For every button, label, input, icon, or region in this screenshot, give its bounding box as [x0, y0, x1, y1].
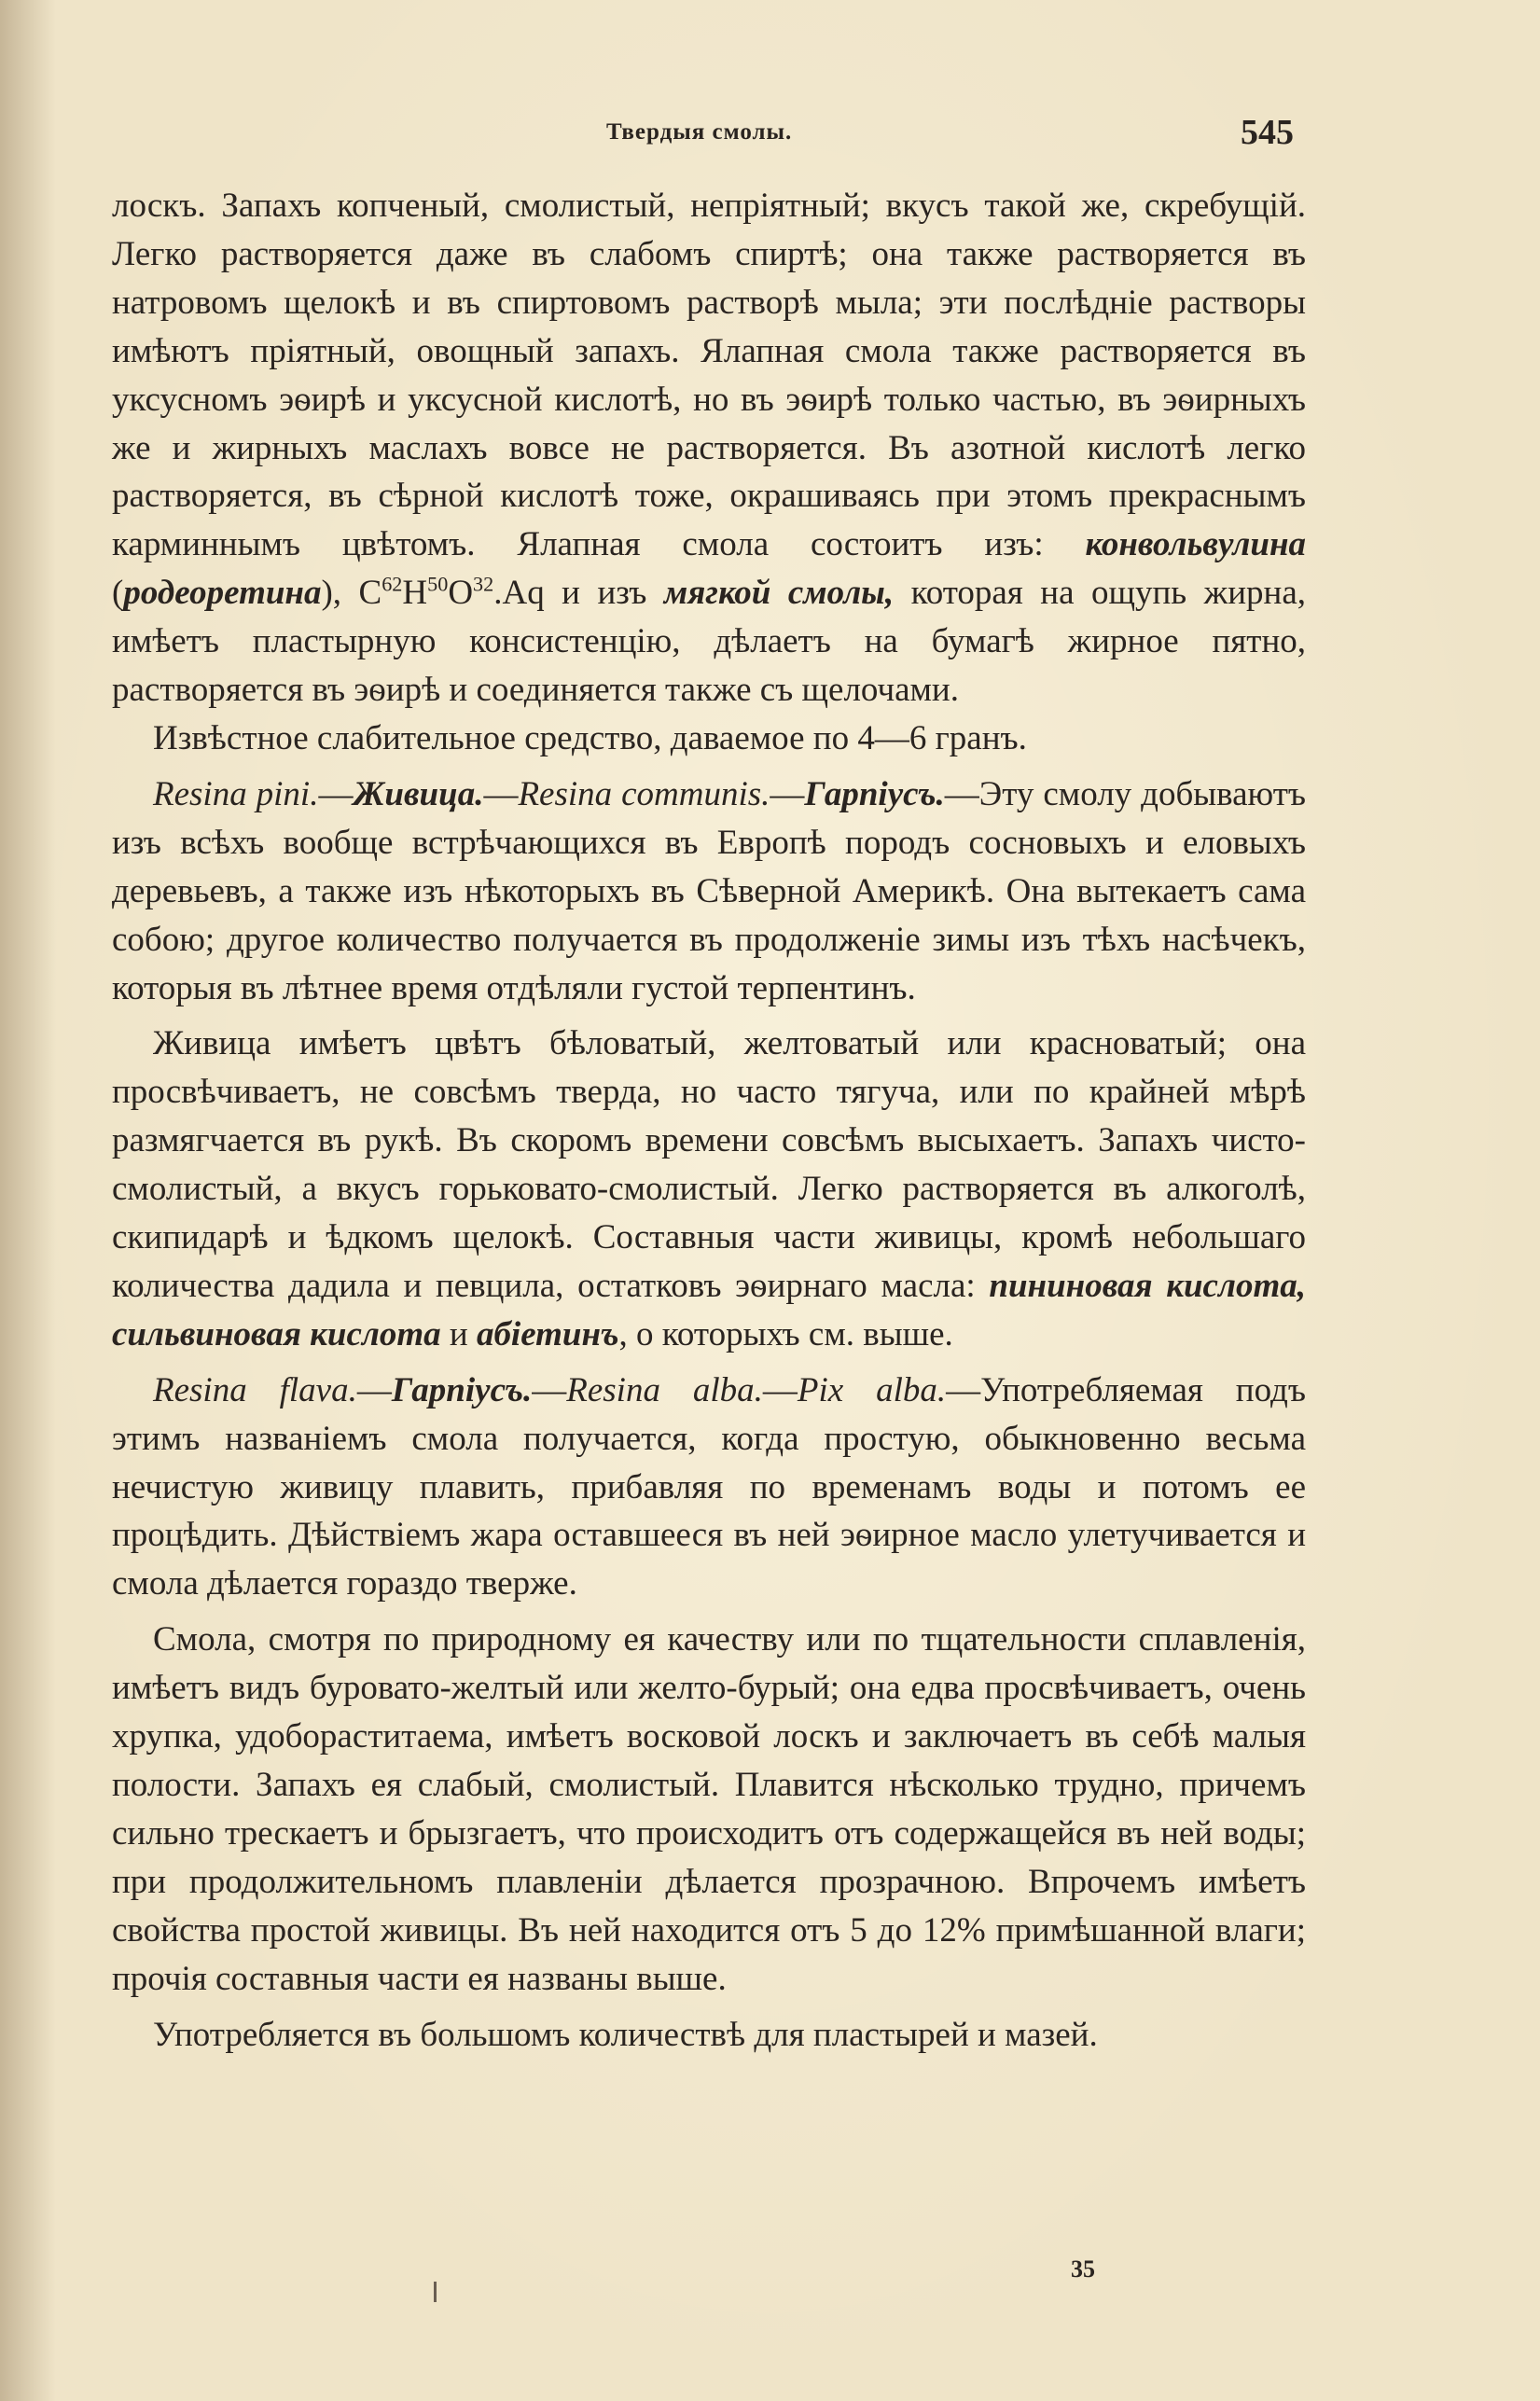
text-run: Смола, смотря по природному ея качеству или по тщательности сплавленія, имѣетъ видъ буровато-желтый или желто-бурый; она едва просвѣчиваетъ, очень хрупка, удобораститаема, имѣетъ восковой лоскъ и заключаетъ въ себѣ малыя полости. Запахъ ея слабый, смолистый. Плавится нѣсколько трудно, причемъ сильно трескаетъ и брызгаетъ, что происходитъ отъ содержащейся въ ней воды; при продолжительномъ плавленіи дѣлается прозрачною. Впрочемъ имѣетъ свойства простой живицы. Въ ней находится отъ 5 до 12% примѣшанной влаги; прочія составныя части ея названы выше. — [112, 1620, 1306, 1998]
text-run: — — [356, 1370, 392, 1409]
emphasis-term: конвольвулина — [1085, 525, 1306, 564]
text-run: ), C — [321, 574, 382, 613]
text-run: H — [402, 574, 428, 613]
paragraph — [112, 1616, 1306, 2003]
stray-ink-mark — [434, 2282, 437, 2302]
page-spine-shadow — [0, 0, 56, 2401]
text-run: Живица имѣетъ цвѣтъ бѣловатый, желтоватый или красноватый; она просвѣчиваетъ, не совсѣмъ тверда, но часто тягуча, или по крайней мѣрѣ размягчается въ рукѣ. Въ скоромъ времени совсѣмъ высыхаетъ. Запахъ чисто-смолистый, а вкусъ горьковато-смолистый. Легко растворяется въ алкоголѣ, скипидарѣ и ѣдкомъ щелокѣ. Составныя части живицы, кромѣ небольшаго количества дадила и певцила, остатковъ эѳирнаго масла: — [112, 1024, 1306, 1305]
text-run: —Употребляемая подъ этимъ названіемъ смола получается, когда простую, обыкновенно весьма нечистую живицу плавить, прибавляя по временамъ воды и потомъ ее процѣдить. Дѣйствіемъ жара оставшееся въ ней эѳирное масло улетучивается и смола дѣлается гораздо тверже. — [112, 1370, 1306, 1603]
text-run: — — [532, 1370, 567, 1409]
emphasis-term: мягкой смолы, — [663, 574, 895, 613]
text-run: —Эту смолу добываютъ изъ всѣхъ вообще встрѣчающихся въ Европѣ породъ сосновыхъ и еловыхъ деревьевъ, а также изъ нѣкоторыхъ въ Сѣверной Америкѣ. Она вытекаетъ сама собою; другое количество получается въ продолженіе зимы изъ тѣхъ насѣчекъ, которыя въ лѣтнее время отдѣляли густой терпентинъ. — [112, 774, 1306, 1007]
paragraph — [112, 715, 1306, 763]
text-run: Извѣстное слабительное средство, даваемое по 4—6 гранъ. — [153, 718, 1027, 757]
emphasis-term: Resina flava. — [153, 1370, 357, 1409]
emphasis-term: Resina alba. — [566, 1370, 763, 1409]
paragraph — [112, 770, 1306, 1013]
superscript: 62 — [382, 572, 403, 596]
page-header — [0, 112, 1540, 152]
paragraph — [112, 1367, 1306, 1609]
emphasis-term: Гарпіусъ. — [804, 774, 945, 813]
paragraph — [112, 2011, 1306, 2060]
text-run: ( — [112, 574, 124, 613]
emphasis-term: абіетинъ — [476, 1314, 619, 1353]
text-run: Употребляется въ большомъ количествѣ для пластырей и мазей. — [153, 2015, 1098, 2054]
emphasis-term: Resina communis. — [518, 774, 770, 813]
emphasis-term: Гарпіусъ. — [391, 1370, 533, 1409]
text-run: O — [448, 574, 474, 613]
text-run: — — [318, 774, 354, 813]
body-text — [112, 182, 1306, 2059]
page-number: 545 — [1241, 113, 1294, 152]
emphasis-term: Pix alba. — [797, 1370, 947, 1409]
running-title: Твердыя смолы. — [606, 119, 793, 145]
text-run: и — [440, 1314, 477, 1353]
emphasis-term: Живица. — [353, 774, 484, 813]
paragraph — [112, 1020, 1306, 1358]
superscript: 50 — [427, 572, 449, 596]
text-run: которая на ощупь жирна, имѣетъ пластырную консистенцію, дѣлаетъ на бумагѣ жирное пятно, растворяется въ эѳирѣ и соединяется также съ щелочами. — [112, 574, 1306, 710]
printer-signature-mark: 35 — [1071, 2255, 1095, 2283]
text-run: — — [770, 774, 805, 813]
text-run: .Aq и изъ — [493, 574, 664, 613]
text-run: , о которыхъ см. выше. — [618, 1314, 953, 1353]
text-run: — — [762, 1370, 798, 1409]
emphasis-term: пининовая кислота, сильвиновая кислота — [112, 1266, 1306, 1353]
emphasis-term: Resina pini. — [153, 774, 319, 813]
emphasis-term: родеоретина — [123, 574, 322, 613]
text-run: лоскъ. Запахъ копченый, смолистый, непріятный; вкусъ такой же, скребущій. Легко растворяется даже въ слабомъ спиртѣ; она также растворяется въ натровомъ щелокѣ и въ спиртовомъ растворѣ мыла; эти послѣдніе растворы имѣютъ пріятный, овощный запахъ. Ялапная смола также растворяется въ уксусномъ эѳирѣ и уксусной кислотѣ, но въ эѳирѣ только частью, въ эѳирныхъ же и жирныхъ маслахъ вовсе не растворяется. Въ азотной кислотѣ легко растворяется, въ сѣрной кислотѣ тоже, окрашиваясь при этомъ прекраснымъ карминнымъ цвѣтомъ. Ялапная смола состоитъ изъ: — [112, 187, 1306, 564]
text-run: — — [483, 774, 519, 813]
paragraph — [112, 182, 1306, 715]
superscript: 32 — [473, 572, 494, 596]
